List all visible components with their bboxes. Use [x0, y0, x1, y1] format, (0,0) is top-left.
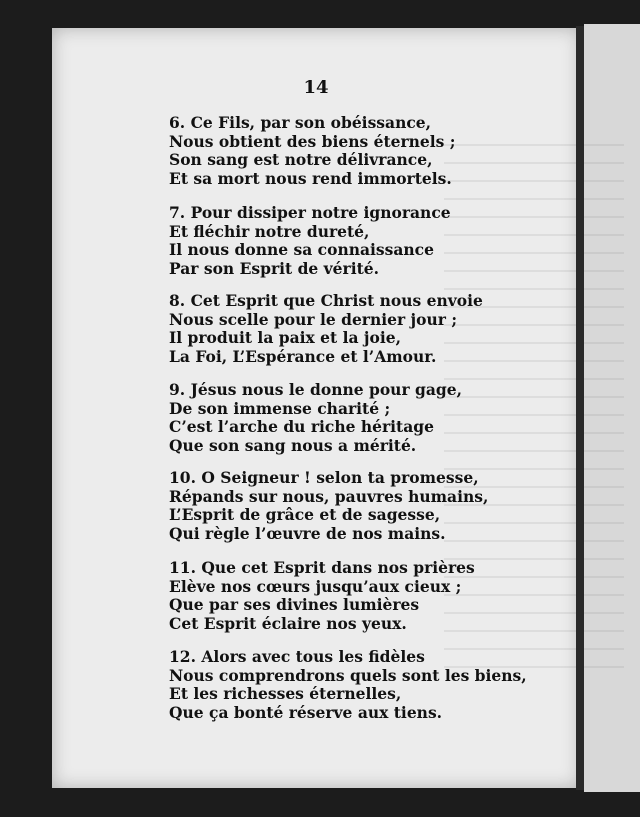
stanza-line: Nous scelle pour le dernier jour ;: [169, 309, 458, 329]
stanza-line: C’est l’arche du riche héritage: [169, 417, 434, 436]
stanza-line: Et les richesses éternelles,: [169, 684, 402, 703]
stanza-line: 9. Jésus nous le donne pour gage,: [169, 380, 462, 399]
stanza-line: Cet Esprit éclaire nos yeux.: [169, 613, 407, 633]
stanza-7: [169, 204, 451, 278]
stanza-9: [169, 381, 462, 455]
stanza-line: Il produit la paix et la joie,: [169, 328, 402, 347]
stanza-line: De son immense charité ;: [169, 398, 391, 418]
book-page: [52, 28, 580, 788]
stanza-line: 11. Que cet Esprit dans nos prières: [169, 558, 475, 577]
stanza-line: 7. Pour dissiper notre ignorance: [169, 203, 451, 222]
stanza-line: Il nous donne sa connaissance: [169, 240, 434, 259]
stanza-line: Nous obtient des biens éternels ;: [169, 131, 456, 151]
stanza-line: 8. Cet Esprit que Christ nous envoie: [169, 291, 483, 310]
stanza-line: 6. Ce Fils, par son obéissance,: [169, 113, 432, 132]
stanza-line: Que son sang nous a mérité.: [169, 435, 417, 455]
stanza-11: [169, 559, 475, 633]
stanza-line: La Foi, L’Espérance et l’Amour.: [169, 346, 437, 366]
page-fold: [576, 26, 584, 790]
stanza-line: Qui règle l’œuvre de nos mains.: [169, 523, 446, 543]
stanza-line: Nous comprendrons quels sont les biens,: [169, 665, 527, 685]
stanza-line: 12. Alors avec tous les fidèles: [169, 647, 425, 666]
stanza-6: [169, 114, 456, 188]
stanza-line: L’Esprit de grâce et de sagesse,: [169, 505, 441, 524]
stanza-line: Que ça bonté réserve aux tiens.: [169, 702, 443, 722]
stanza-line: Que par ses divines lumières: [169, 595, 420, 614]
stanza-line: 10. O Seigneur ! selon ta promesse,: [169, 468, 479, 487]
stanza-line: Répands sur nous, pauvres humains,: [169, 486, 489, 506]
stanza-8: [169, 292, 483, 366]
stanza-10: [169, 469, 488, 543]
page-number: 14: [303, 77, 329, 98]
stanza-12: [169, 648, 527, 722]
stanza-line: Son sang est notre délivrance,: [169, 150, 433, 169]
stanza-line: Elève nos cœurs jusqu’aux cieux ;: [169, 576, 462, 596]
stanza-line: Et fléchir notre dureté,: [169, 221, 370, 241]
stanza-line: Par son Esprit de vérité.: [169, 258, 379, 278]
stanza-line: Et sa mort nous rend immortels.: [169, 168, 452, 188]
